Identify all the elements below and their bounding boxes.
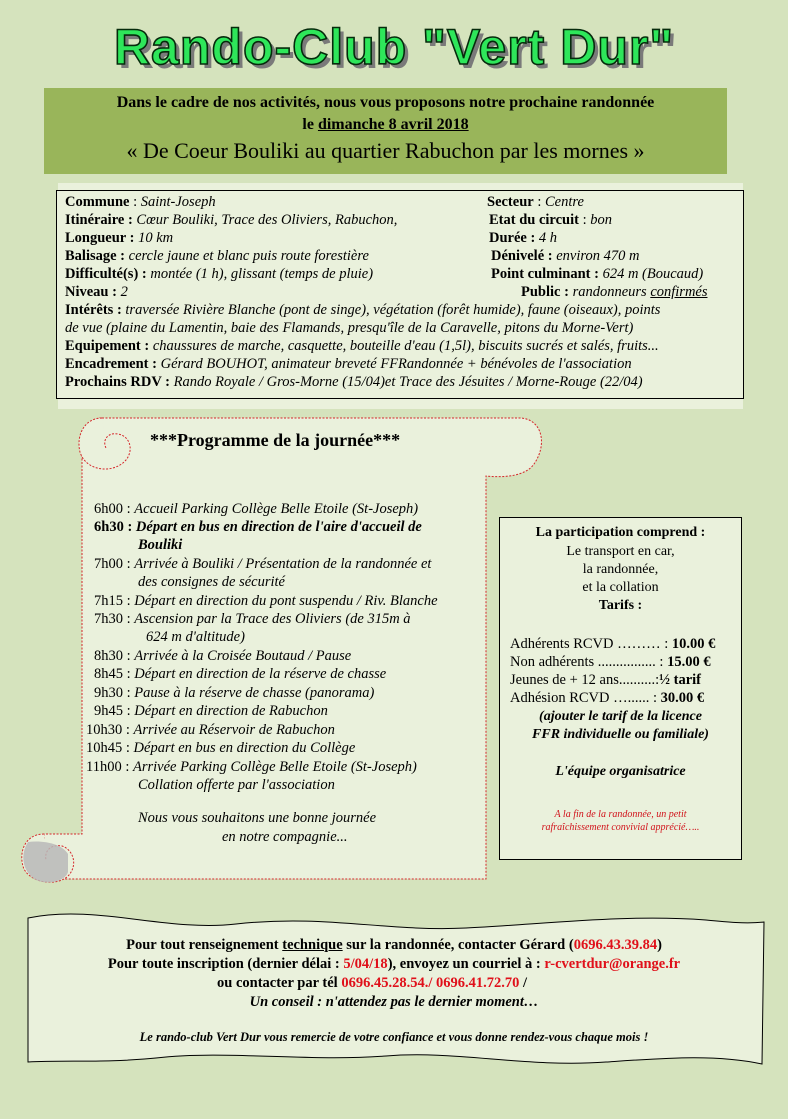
participation-line1: Le transport en car,: [566, 544, 675, 559]
denivele-row: [491, 247, 639, 265]
rate-amount: 15.00 €: [667, 654, 711, 670]
programme-item: 6h00 : Accueil Parking Collège Belle Etoile (St-Joseph): [94, 501, 419, 517]
programme-item: 8h30 : Arrivée à la Croisée Boutaud / Pause: [94, 648, 352, 664]
programme-time: 6h00: [94, 501, 123, 517]
contact-line2-text: Pour toute inscription (dernier délai :: [107, 956, 344, 972]
commune-value: Saint-Joseph: [140, 194, 216, 210]
programme-time: 11h00: [86, 759, 122, 775]
closing-line2: [222, 828, 348, 846]
difficulte-value: montée (1 h), glissant (temps de pluie): [150, 266, 374, 282]
programme-time: 10h45: [86, 740, 123, 756]
encadrement-label: Encadrement :: [65, 356, 157, 372]
contact-line3-text: ou contacter par tél: [217, 975, 342, 991]
advice-line: Un conseil : n'attendez pas le dernier moment…: [249, 994, 539, 1010]
rate-label: Adhésion RCVD …...... :: [510, 690, 658, 706]
commune-label: Commune: [65, 194, 130, 210]
point-culminant-label: Point culminant :: [491, 266, 599, 282]
programme-text: Départ en bus en direction de l'aire d'accueil de: [135, 519, 422, 535]
programme-text: Pause à la réserve de chasse (panorama): [134, 685, 375, 701]
etat-row: Etat du circuit : bon: [489, 212, 612, 228]
secteur-value: Centre: [544, 194, 584, 210]
licence-line1: (ajouter le tarif de la licence: [539, 709, 702, 724]
rate-amount: 30.00 €: [660, 690, 705, 706]
rate-amount: ½ tarif: [659, 672, 702, 688]
niveau-label: Niveau :: [65, 284, 117, 300]
programme-text: Accueil Parking Collège Belle Etoile (St-Joseph): [134, 501, 419, 517]
etat-value: bon: [590, 212, 612, 228]
programme-item: 10h45 : Départ en bus en direction du Collège: [86, 740, 356, 756]
participation-line2: la randonnée,: [582, 562, 659, 577]
difficulte-label: Difficulté(s) :: [65, 266, 147, 282]
contact-line1-end: ): [657, 937, 662, 953]
programme-text: Départ en direction de la réserve de chasse: [134, 666, 387, 682]
rdv-label: Prochains RDV :: [65, 374, 170, 390]
interets-row-2: [65, 319, 633, 337]
programme-text: Bouliki: [138, 537, 183, 553]
rate-amount: 10.00 €: [671, 636, 716, 652]
programme-time: 7h15: [94, 593, 123, 609]
info-panel: [56, 190, 744, 399]
programme-time: 10h30: [86, 722, 123, 738]
hike-date: dimanche 8 avril 2018: [317, 116, 469, 133]
programme-text: Collation offerte par l'association: [138, 777, 335, 793]
programme-item: 9h30 : Pause à la réserve de chasse (panorama): [94, 685, 375, 701]
equipement-label: Equipement :: [65, 338, 150, 354]
equipement-value: chaussures de marche, casquette, bouteille d'eau (1,5l), biscuits sucrés et salés, fruits...: [152, 338, 659, 354]
programme-item: 9h45 : Départ en direction de Rabuchon: [94, 703, 328, 719]
closing-text-2: en notre compagnie...: [222, 829, 348, 845]
phone-numbers[interactable]: 0696.45.28.54./ 0696.41.72.70: [341, 975, 520, 991]
programme-text: des consignes de sécurité: [138, 574, 285, 590]
programme-time: 8h30: [94, 648, 123, 664]
programme-item: 7h15 : Départ en direction du pont suspendu / Riv. Blanche: [94, 593, 438, 609]
rate-row: [510, 689, 704, 707]
programme-item: 7h30 : Ascension par la Trace des Oliviers (de 315m à: [94, 611, 411, 627]
itineraire-label: Itinéraire :: [65, 212, 133, 228]
encadrement-row: [65, 355, 632, 373]
public-row: [521, 283, 708, 301]
rate-label: Non adhérents ................ :: [510, 654, 664, 670]
public-label: Public :: [521, 284, 569, 300]
intro-band: [44, 88, 727, 174]
itineraire-row: [65, 211, 397, 229]
programme-time: 7h30: [94, 611, 123, 627]
email-link[interactable]: r-cvertdur@orange.fr: [544, 956, 681, 972]
participation-box: [499, 517, 742, 860]
programme-text: Départ en direction du pont suspendu / Riv. Blanche: [134, 593, 438, 609]
thanks-line: Le rando-club Vert Dur vous remercie de votre confiance et vous donne rendez-vous chaque mois !: [139, 1030, 649, 1044]
programme-item: [138, 573, 285, 591]
public-value: randonneurs: [572, 284, 651, 300]
programme-text: Ascension par la Trace des Oliviers (de 315m à: [134, 611, 411, 627]
rate-row: [510, 653, 711, 671]
closing-line1: [138, 809, 376, 827]
interets-value-1: traversée Rivière Blanche (pont de singe), végétation (forêt humide), faune (oiseaux), points: [125, 302, 661, 318]
programme-time: 7h00: [94, 556, 123, 572]
programme-time: 9h45: [94, 703, 123, 719]
duree-label: Durée :: [489, 230, 536, 246]
intro-line2: [44, 116, 727, 134]
balisage-label: Balisage :: [65, 248, 126, 264]
intro-date-prefix: le: [302, 116, 318, 133]
point-culminant-row: [491, 265, 703, 283]
balisage-value: cercle jaune et blanc puis route forestière: [128, 248, 369, 264]
denivele-label: Dénivelé :: [491, 248, 553, 264]
club-title: Rando-Club "Vert Dur": [113, 19, 675, 75]
programme-time: 9h30: [94, 685, 123, 701]
rate-row: [510, 635, 715, 653]
equipe-label: L'équipe organisatrice: [555, 764, 686, 779]
etat-label: Etat du circuit: [489, 212, 579, 228]
contact-line2-text2: ), envoyez un courriel à :: [387, 956, 545, 972]
equipement-row: [65, 337, 659, 355]
secteur-row: Secteur : Centre: [487, 194, 584, 210]
tarifs-label: Tarifs :: [598, 598, 643, 613]
programme-text: Départ en direction de Rabuchon: [134, 703, 328, 719]
programme-title: ***Programme de la journée***: [150, 430, 401, 450]
programme-text: Arrivée à Bouliki / Présentation de la randonnée et: [134, 556, 432, 572]
programme-item: [146, 628, 245, 646]
difficulte-row: [65, 265, 373, 283]
licence-line2: FFR individuelle ou familiale): [532, 727, 709, 742]
programme-text: Départ en bus en direction du Collège: [133, 740, 356, 756]
niveau-value: 2: [120, 284, 128, 300]
commune-row: Commune : Saint-Joseph: [65, 194, 216, 210]
duree-value: 4 h: [538, 230, 558, 246]
rate-label: Adhérents RCVD ……… :: [510, 636, 669, 652]
note-line2: rafraîchissement convivial apprécié…..: [541, 822, 700, 833]
rate-label: Jeunes de + 12 ans..........:: [510, 672, 660, 688]
note-line1: A la fin de la randonnée, un petit: [554, 809, 687, 820]
interets-label: Intérêts :: [65, 302, 122, 318]
participation-line3: et la collation: [582, 580, 659, 595]
public-value-emphasis: confirmés: [650, 284, 708, 300]
programme-item: [138, 536, 182, 554]
programme-item: [138, 776, 335, 794]
longueur-label: Longueur :: [65, 230, 135, 246]
longueur-value: 10 km: [138, 230, 174, 246]
programme-item: 10h30 : Arrivée au Réservoir de Rabuchon: [86, 722, 335, 738]
programme-text: Arrivée au Réservoir de Rabuchon: [133, 722, 335, 738]
interets-row: [65, 301, 660, 319]
encadrement-value: Gérard BOUHOT, animateur breveté FFRandonnée + bénévoles de l'association: [160, 356, 632, 372]
point-culminant-value: 624 m (Boucaud): [602, 266, 704, 282]
registration-deadline: 5/04/18: [343, 956, 388, 972]
programme-item: 8h45 : Départ en direction de la réserve de chasse: [94, 666, 387, 682]
contact-line1-text: Pour tout renseignement: [126, 937, 283, 953]
closing-text-1: Nous vous souhaitons une bonne journée: [138, 810, 377, 826]
programme-text: 624 m d'altitude): [146, 629, 245, 645]
programme-item: 6h30 : Départ en bus en direction de l'aire d'accueil de: [94, 519, 422, 535]
itineraire-value: Cœur Bouliki, Trace des Oliviers, Rabuchon,: [136, 212, 398, 228]
duree-row: [489, 229, 557, 247]
balisage-row: [65, 247, 369, 265]
programme-time: 6h30: [94, 519, 124, 535]
hike-name: « De Coeur Bouliki au quartier Rabuchon par les mornes »: [126, 138, 645, 163]
programme-time: 8h45: [94, 666, 123, 682]
programme-item: 11h00 : Arrivée Parking Collège Belle Etoile (St-Joseph): [86, 759, 417, 775]
contact-line1-emphasis: technique: [282, 937, 343, 953]
programme-text: Arrivée Parking Collège Belle Etoile (St-Joseph): [133, 759, 417, 775]
intro-line1: Dans le cadre de nos activités, nous vous proposons notre prochaine randonnée: [116, 94, 655, 111]
interets-value-2: de vue (plaine du Lamentin, baie des Flamands, presqu'île de la Caravelle, pitons du Morne-Vert): [65, 320, 634, 336]
participation-heading: La participation comprend :: [535, 525, 706, 540]
denivele-value: environ 470 m: [556, 248, 640, 264]
contact-line3: [6, 974, 738, 993]
contact-line2: [28, 955, 760, 974]
programme-text: Arrivée à la Croisée Boutaud / Pause: [134, 648, 352, 664]
rdv-row: [65, 373, 643, 391]
programme-item: 7h00 : Arrivée à Bouliki / Présentation de la randonnée et: [94, 556, 432, 572]
contact-line1: [28, 936, 760, 955]
phone-gerard[interactable]: 0696.43.39.84: [573, 937, 658, 953]
longueur-row: [65, 229, 173, 247]
contact-line1-text2: sur la randonnée, contacter Gérard (: [342, 937, 574, 953]
secteur-label: Secteur: [487, 194, 534, 210]
rate-row: [510, 671, 701, 689]
contact-line3-end: /: [519, 975, 527, 991]
niveau-row: [65, 283, 128, 301]
rdv-value: Rando Royale / Gros-Morne (15/04)et Trace des Jésuites / Morne-Rouge (22/04): [173, 374, 643, 390]
